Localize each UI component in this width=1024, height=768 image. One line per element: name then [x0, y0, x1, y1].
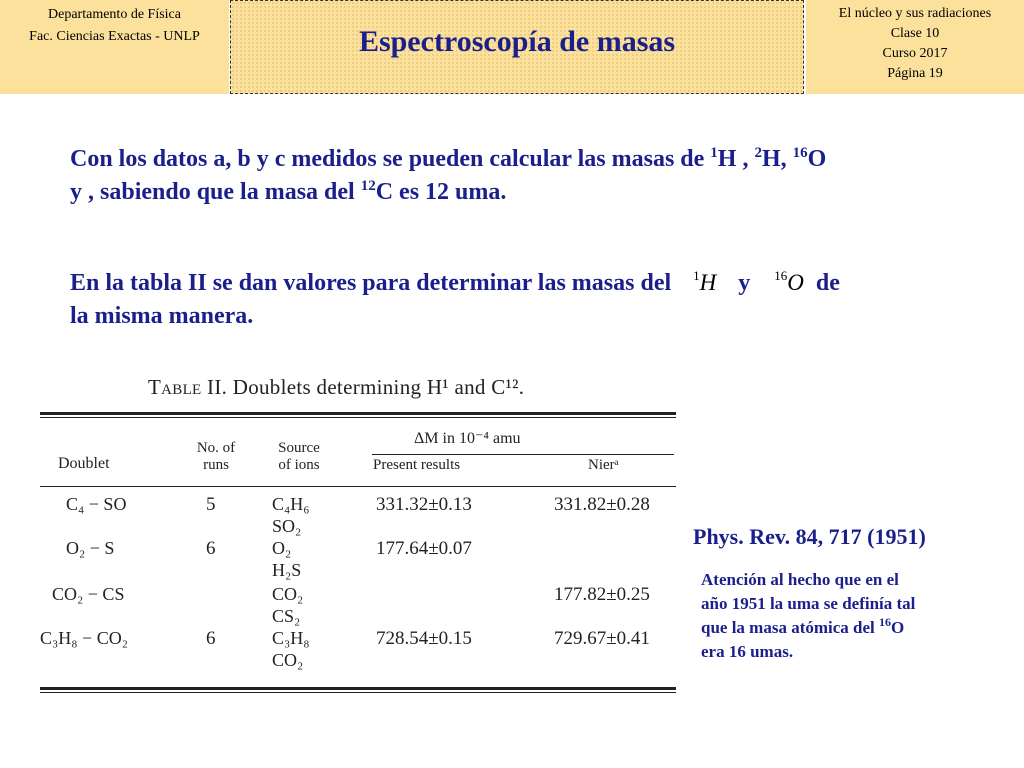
p1-sup-1: 1	[710, 145, 718, 161]
note-line3	[701, 616, 1001, 640]
row1-source1: C₄H₆	[272, 494, 310, 514]
table-caption	[148, 375, 524, 400]
p1-sup-2: 2	[754, 145, 762, 161]
nuclide-o16-symbol: O	[787, 270, 804, 295]
header-nier: Nierᵃ	[588, 457, 619, 473]
row4-doublet: C₃H₈ − CO₂	[40, 628, 128, 648]
nuclide-h1-symbol: H	[699, 270, 717, 295]
header-doublet: Doublet	[58, 455, 110, 472]
table-top-rule-thin	[40, 417, 676, 418]
page-title: Espectroscopía de masas	[358, 25, 676, 58]
table-bottom-rule	[40, 687, 676, 690]
header-source	[266, 440, 332, 474]
p1-line2: y , sabiendo que la masa del	[70, 179, 361, 205]
paragraph-masses	[70, 143, 985, 209]
row3-source1: CO₂	[272, 584, 304, 604]
p1-h2: H,	[761, 146, 793, 172]
row3-source2: CS₂	[272, 606, 301, 626]
table-header-rule	[40, 486, 676, 487]
header-title-box	[230, 0, 804, 94]
table-caption-prefix: Table II.	[148, 375, 228, 399]
p2-de: de	[815, 270, 840, 296]
row1-source2: SO₂	[272, 516, 302, 536]
row2-doublet: O₂ − S	[66, 538, 115, 558]
header-delta-rule	[372, 454, 674, 455]
header-right-box	[806, 0, 1024, 94]
row4-source1: C₃H₈	[272, 628, 310, 648]
course-topic-label: El núcleo y sus radiaciones	[838, 6, 992, 21]
p1-c12: C es 12 uma.	[375, 179, 507, 205]
row1-present: 331.32±0.13	[376, 494, 472, 515]
header-delta-m: ΔM in 10⁻⁴ amu	[414, 430, 521, 447]
note-line3-o: O	[891, 618, 905, 637]
historical-note	[701, 568, 1001, 664]
row4-runs: 6	[206, 628, 216, 649]
row1-runs: 5	[206, 494, 216, 515]
note-line1: Atención al hecho que en el	[701, 570, 899, 589]
p2-conj: y	[738, 270, 751, 296]
p1-sup-16: 16	[792, 145, 808, 161]
note-line3-text: que la masa atómica del	[701, 618, 880, 637]
nuclide-h1	[693, 270, 716, 295]
note-line2: año 1951 la uma se definía tal	[701, 594, 916, 613]
class-number-label: Clase 10	[890, 26, 940, 41]
row4-present: 728.54±0.15	[376, 628, 472, 649]
row2-source1: O₂	[272, 538, 292, 558]
row3-nier: 177.82±0.25	[554, 584, 650, 605]
row2-present: 177.64±0.07	[376, 538, 472, 559]
course-year-label: Curso 2017	[882, 46, 948, 61]
table-top-rule	[40, 412, 676, 415]
department-label: Departamento de Física	[48, 7, 181, 22]
header-source-line2: of ions	[278, 457, 320, 473]
header-present: Present results	[373, 457, 461, 473]
row1-doublet: C₄ − SO	[66, 494, 127, 514]
nuclide-o16-mass: 16	[774, 268, 788, 283]
p1-sup-12: 12	[360, 178, 376, 194]
table-bottom-rule-thin	[40, 692, 676, 693]
nuclide-h1-mass: 1	[693, 268, 700, 283]
nuclide-o16	[774, 270, 804, 295]
p1-o16: O	[807, 146, 827, 172]
faculty-label: Fac. Ciencias Exactas - UNLP	[29, 29, 200, 44]
header-runs-line1: No. of	[196, 440, 236, 456]
p1-text: Con los datos a, b y c medidos se pueden calcular las masas de	[70, 146, 711, 172]
paragraph-table-intro	[70, 266, 985, 333]
header-runs-line2: runs	[203, 457, 229, 473]
row1-nier: 331.82±0.28	[554, 494, 650, 515]
row4-nier: 729.67±0.41	[554, 628, 650, 649]
row2-source2: H₂S	[272, 560, 302, 580]
p2-line2: la misma manera.	[70, 303, 254, 329]
header-runs	[186, 440, 246, 474]
doublets-table	[40, 412, 676, 700]
p1-h1: H ,	[717, 146, 755, 172]
row3-doublet: CO₂ − CS	[52, 584, 125, 604]
note-line4: era 16 umas.	[701, 642, 794, 661]
row4-source2: CO₂	[272, 650, 304, 670]
reference-citation: Phys. Rev. 84, 717 (1951)	[693, 524, 926, 549]
note-line3-sup: 16	[879, 615, 892, 629]
page-number-label: Página 19	[887, 66, 943, 81]
header-source-line1: Source	[278, 440, 320, 456]
row2-runs: 6	[206, 538, 216, 559]
header-left-box	[0, 0, 229, 94]
table-caption-text: Doublets determining H¹ and C¹².	[227, 375, 525, 399]
p2-text: En la tabla II se dan valores para determinar las masas del	[70, 270, 672, 296]
